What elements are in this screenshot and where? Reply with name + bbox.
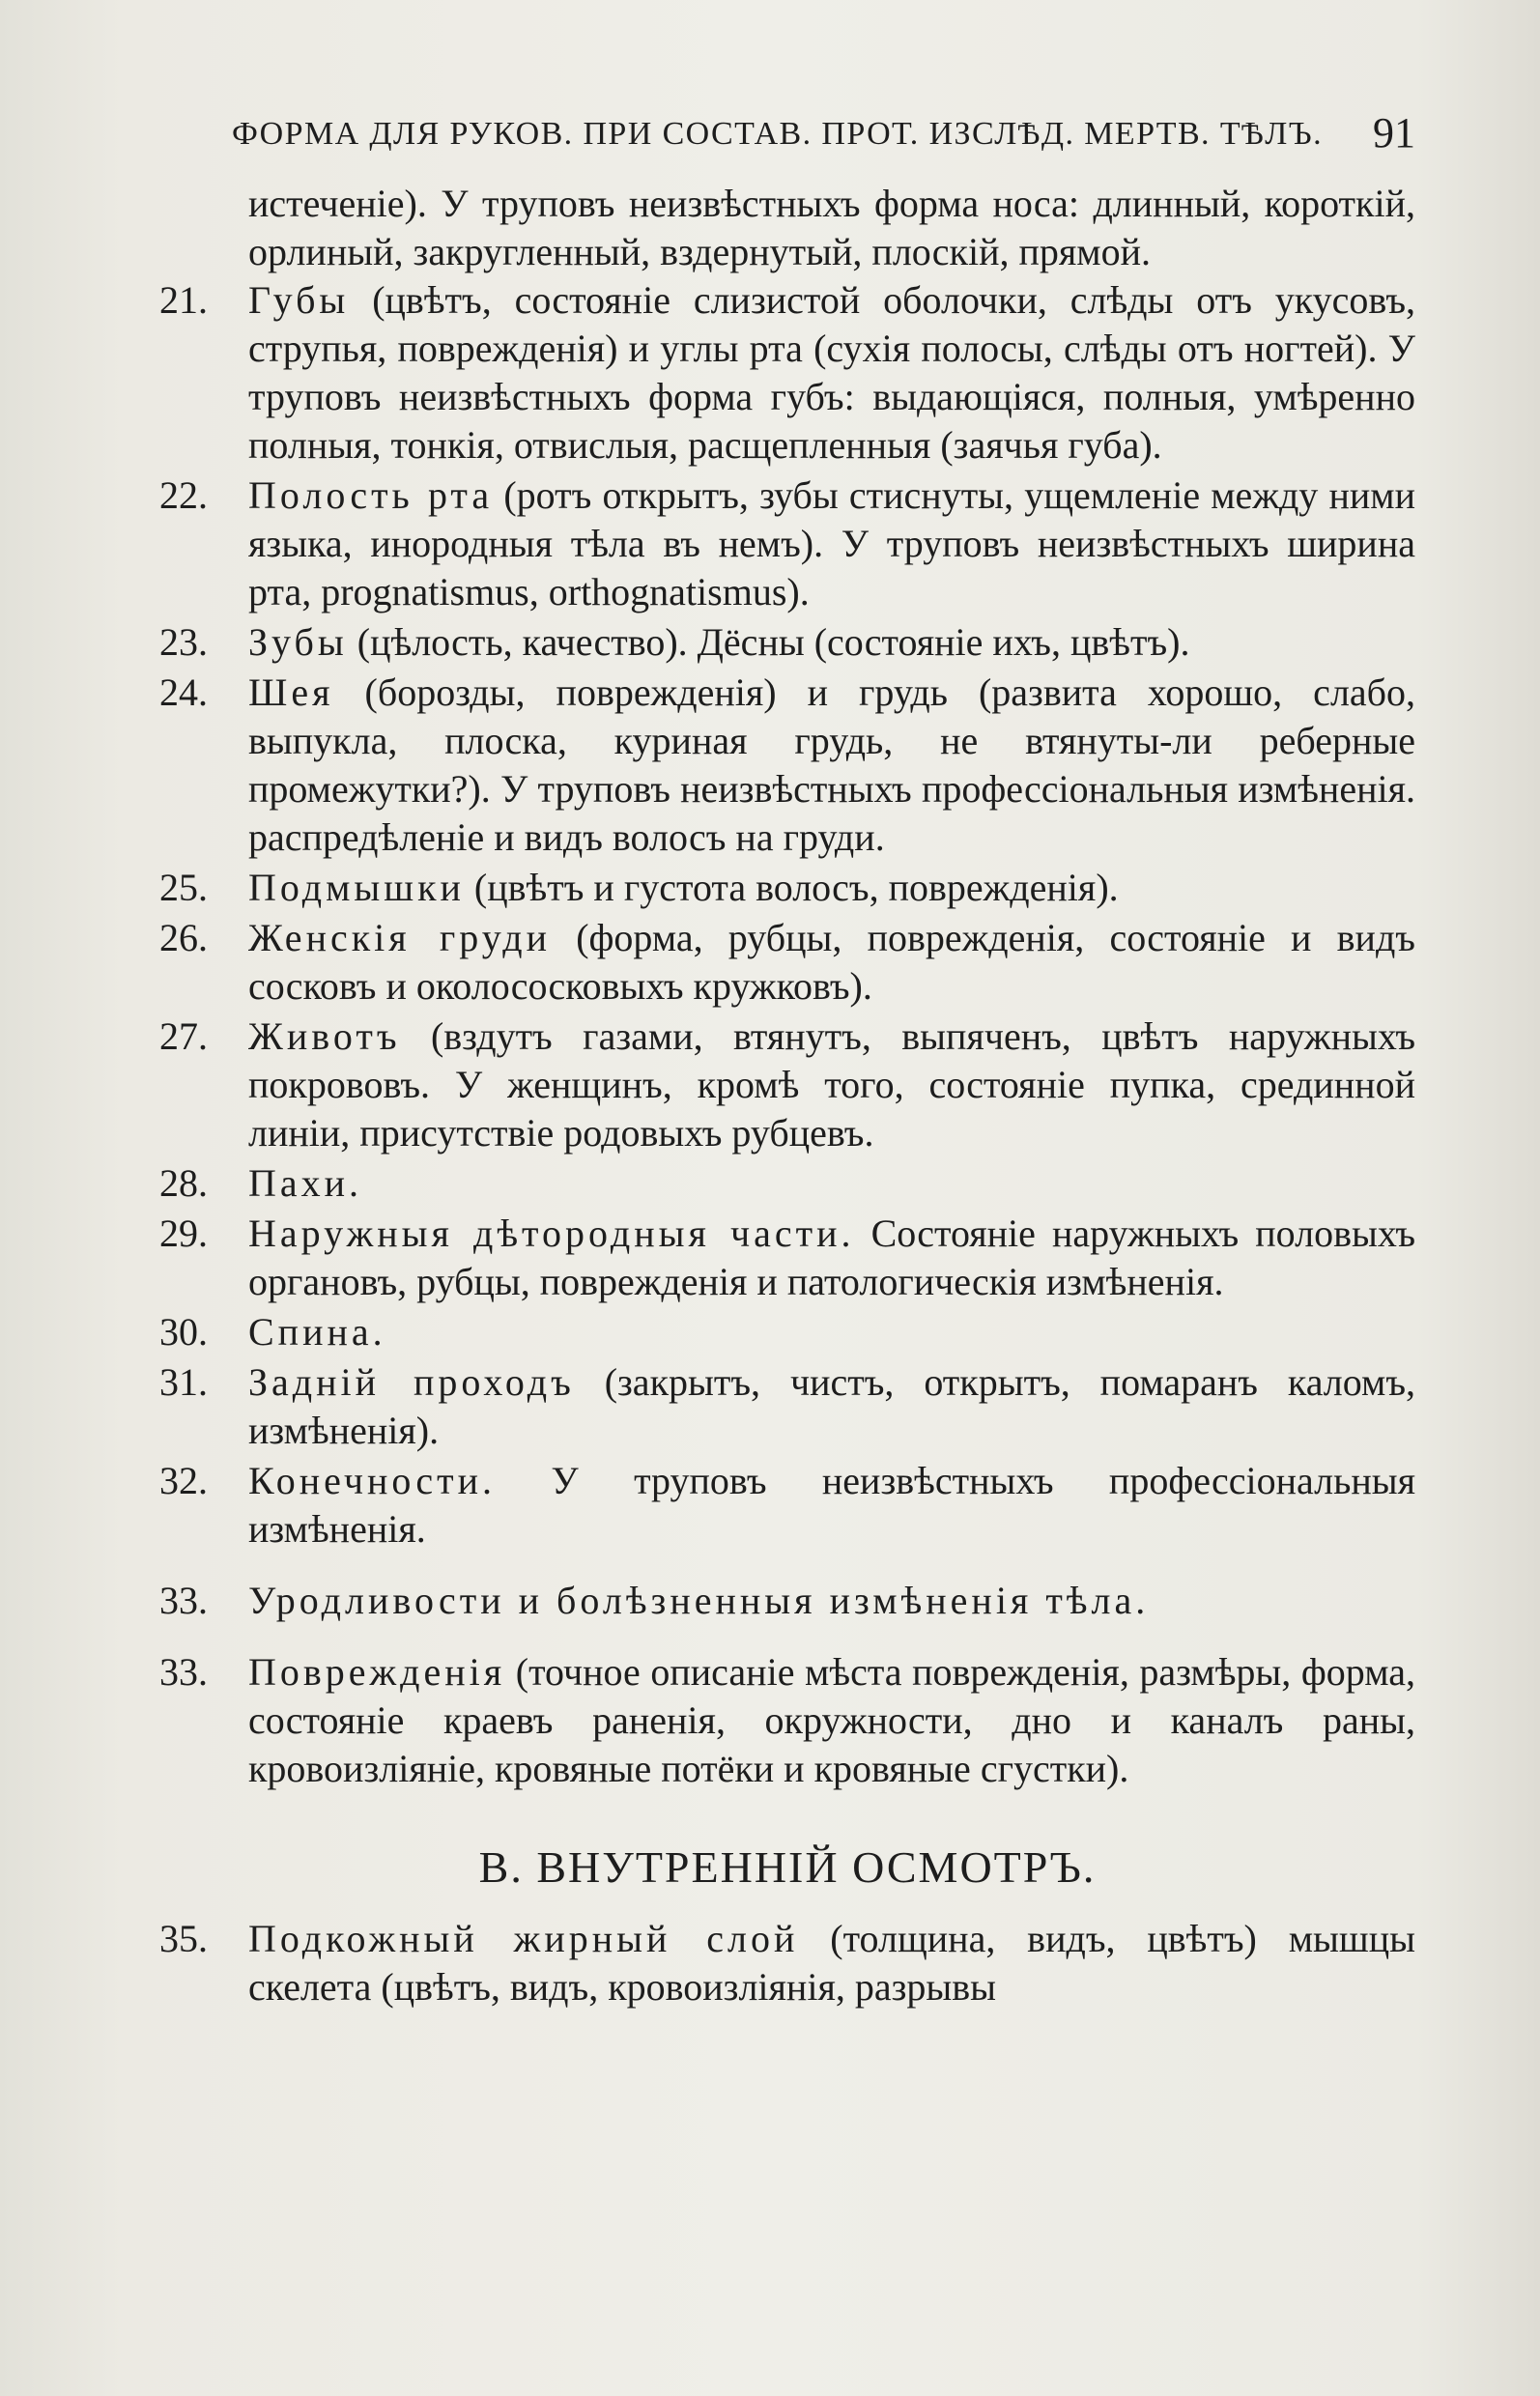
- item-body: [248, 1308, 1415, 1356]
- list-item: [159, 276, 1415, 470]
- item-text: (цѣлость, качество). Дёсны (состояніе ихъ, цвѣтъ).: [356, 620, 1190, 664]
- item-text: (борозды, поврежденія) и грудь (развита хорошо, слабо, выпукла, плоска, куриная грудь, не втянуты-ли реберные промежутки?). У труповъ неизвѣстныхъ профессіональныя измѣненія. распредѣленіе и видъ волосъ на груди.: [248, 670, 1416, 859]
- item-term: Заднiй проходъ: [248, 1360, 575, 1404]
- list-item: [159, 1159, 1415, 1208]
- item-number: 29.: [159, 1212, 208, 1255]
- item-text: (ротъ открытъ, зубы стиснуты, ущемленіе между ними языка, инородныя тѣла въ немъ). У труповъ неизвѣстныхъ ширина рта, prognatismus, orthognatismus).: [248, 473, 1416, 613]
- item-term: Подмышки: [248, 866, 465, 909]
- item-term: Губы: [248, 278, 350, 322]
- list-item: [159, 618, 1415, 667]
- item-term: Шея: [248, 670, 334, 714]
- item-term: Зубы: [248, 620, 348, 664]
- item-number: 33.: [159, 1650, 208, 1694]
- item-text: (вздутъ газами, втянутъ, выпяченъ, цвѣтъ наружныхъ покрововъ. У женщинъ, кромѣ того, состояніе пупка, срединной линіи, присутствіе родовыхъ рубцевъ.: [248, 1014, 1416, 1155]
- item-body: [248, 1577, 1415, 1625]
- item-number: 26.: [159, 916, 208, 959]
- item-text: (толщина, видъ, цвѣтъ) мышцы скелета (цвѣтъ, видъ, кровоизліянія, разрывы: [248, 1917, 1415, 2009]
- list-item: [159, 471, 1415, 616]
- item-number: 33.: [159, 1579, 208, 1622]
- item-term: Пахи.: [248, 1161, 363, 1205]
- item-body: [248, 1013, 1415, 1157]
- item-number: 32.: [159, 1459, 208, 1502]
- item-number: 31.: [159, 1360, 208, 1404]
- item-text: (форма, рубцы, поврежденія, состояніе и видъ сосковъ и околососковыхъ кружковъ).: [248, 916, 1415, 1008]
- list-item: [159, 1577, 1415, 1625]
- list-item: [159, 1210, 1415, 1306]
- item-text: (цвѣтъ и густота волосъ, поврежденія).: [473, 866, 1119, 909]
- item-text: (точное описаніе мѣста поврежденія, размѣры, форма, состояніе краевъ раненія, окружности, дно и каналъ раны, кровоизліяніе, кровяные потёки и кровяные сгустки).: [248, 1650, 1415, 1790]
- item-number: 21.: [159, 278, 208, 322]
- item-number: 24.: [159, 670, 208, 714]
- item-body: [248, 1159, 1415, 1208]
- item-body: [248, 1210, 1415, 1306]
- list-item: [159, 1013, 1415, 1157]
- item-body: [248, 1648, 1415, 1793]
- running-header: [232, 108, 1415, 164]
- item-term: Полость рта: [248, 473, 494, 517]
- item-body: [248, 618, 1415, 667]
- item-body: [248, 1358, 1415, 1455]
- item-number: 23.: [159, 620, 208, 664]
- list-item: [159, 1648, 1415, 1793]
- item-term: Спина.: [248, 1310, 386, 1354]
- item-body: [248, 864, 1415, 912]
- section-heading: В. ВНУТРЕННІЙ ОСМОТРЪ.: [478, 1842, 1097, 1892]
- page-number: 91: [1373, 109, 1415, 157]
- item-number: 35.: [159, 1917, 208, 1960]
- list-item: [159, 1915, 1415, 2011]
- list-item: [159, 1457, 1415, 1554]
- list-item: [159, 1308, 1415, 1356]
- item-number: 28.: [159, 1161, 208, 1205]
- page-content: [159, 180, 1415, 2013]
- continuation-paragraph: истеченіе). У труповъ неизвѣстныхъ форма носа: длинный, короткій, орлиный, закругленный, вздернутый, плоскій, прямой.: [248, 182, 1415, 273]
- item-body: [248, 1915, 1415, 2011]
- item-number: 30.: [159, 1310, 208, 1354]
- item-text: Состояніе наружныхъ половыхъ органовъ, рубцы, поврежденія и патологическія измѣненія.: [248, 1212, 1416, 1303]
- item-term: Поврежденія: [248, 1650, 506, 1694]
- item-body: [248, 914, 1415, 1011]
- item-number: 27.: [159, 1014, 208, 1058]
- item-number: 22.: [159, 473, 208, 517]
- item-text: (закрытъ, чистъ, открытъ, помаранъ каломъ, измѣненія).: [248, 1360, 1415, 1452]
- item-body: [248, 276, 1415, 470]
- list-item: [159, 669, 1415, 862]
- list-item: [159, 864, 1415, 912]
- list-item: [159, 914, 1415, 1011]
- item-text: (цвѣтъ, состояніе слизистой оболочки, слѣды отъ укусовъ, струпья, поврежденія) и углы рта (сухія полосы, слѣды отъ ногтей). У труповъ неизвѣстныхъ форма губъ: выдающіяся, полныя, умѣренно полныя, тонкія, отвислыя, расщепленныя (заячья губа).: [248, 278, 1415, 467]
- item-term: Уродливости и болѣзненныя измѣненія тѣла.: [248, 1579, 1150, 1622]
- item-term: Женскія груди: [248, 916, 551, 959]
- item-term: Подкожный жирный слой: [248, 1917, 799, 1960]
- item-term: Животъ: [248, 1014, 401, 1058]
- item-body: [248, 1457, 1415, 1554]
- item-term: Конечности.: [248, 1459, 497, 1502]
- item-text: У труповъ неизвѣстныхъ профессіональныя измѣненія.: [248, 1459, 1415, 1551]
- running-title: ФОРМА ДЛЯ РУКОВ. ПРИ СОСТАВ. ПРОТ. ИЗСЛѢД. МЕРТВ. ТѢЛЪ.: [232, 116, 1323, 152]
- list-item: [159, 1358, 1415, 1455]
- item-body: [248, 669, 1415, 862]
- item-number: 25.: [159, 866, 208, 909]
- item-body: [248, 471, 1415, 616]
- item-term: Наружныя дѣтородныя части.: [248, 1212, 855, 1255]
